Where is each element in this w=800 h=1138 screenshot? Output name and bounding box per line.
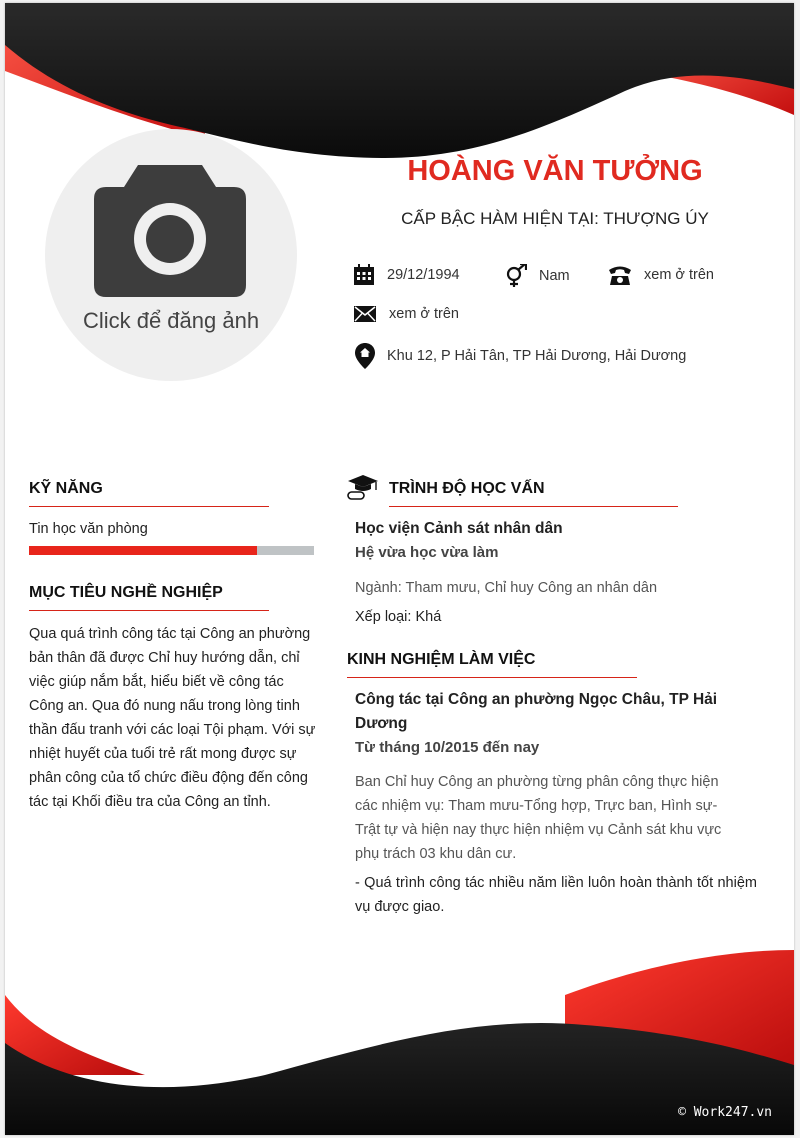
location-pin-icon	[354, 342, 376, 370]
gender-icon	[505, 264, 527, 288]
skill-level-bar	[29, 546, 314, 555]
address: Khu 12, P Hải Tân, TP Hải Dương, Hải Dương	[387, 348, 687, 364]
education-grade: Xếp loại: Khá	[355, 609, 442, 625]
skill-name: Tin học văn phòng	[29, 521, 148, 537]
experience-period: Từ tháng 10/2015 đến nay	[355, 739, 540, 756]
email-row	[353, 305, 459, 323]
education-major: Ngành: Tham mưu, Chỉ huy Công an nhân dân	[355, 580, 658, 596]
email: xem ở trên	[389, 306, 459, 322]
education-school: Học viện Cảnh sát nhân dân	[355, 520, 563, 537]
gender-row	[505, 264, 570, 288]
experience-description: Ban Chỉ huy Công an phường từng phân công thực hiện các nhiệm vụ: Tham mưu-Tổng hợp, Trực ban, Hình sự-Trật tự và hiện nay thực hiện nhiệm vụ Cảnh sát khu vực phụ trách 03 khu dân cư.	[355, 774, 722, 862]
avatar-upload[interactable]	[45, 129, 297, 381]
calendar-icon	[353, 264, 375, 286]
education-mode: Hệ vừa học vừa làm	[355, 544, 499, 561]
envelope-icon	[353, 305, 377, 323]
gender: Nam	[539, 268, 570, 284]
avatar-upload-label: Click để đăng ảnh	[82, 308, 260, 333]
phone-icon	[608, 264, 632, 286]
experience-heading: KINH NGHIỆM LÀM VIỆC	[347, 651, 637, 678]
objective-heading: MỤC TIÊU NGHỀ NGHIỆP	[29, 584, 269, 611]
skill-level-fill	[29, 546, 257, 555]
objective-text: Qua quá trình công tác tại Công an phường bản thân đã được Chỉ huy hướng dẫn, chỉ việc giúp nắm bắt, hiểu biết về công tác Công an. Qua đó nung nấu trong lòng tinh thần đấu tranh với các loại Tội phạm. Với sự nhiệt huyết của tuổi trẻ rất mong được sự phân công của tổ chức điều động đến công tác tại Khối điều tra của Công an tỉnh.	[29, 626, 316, 810]
candidate-name: HOÀNG VĂN TƯỞNG	[407, 155, 703, 187]
camera-icon	[94, 165, 246, 297]
skills-heading: KỸ NĂNG	[29, 480, 269, 507]
graduation-cap-icon	[346, 473, 380, 501]
watermark: © Work247.vn	[678, 1105, 772, 1120]
experience-note: - Quá trình công tác nhiều năm liền luôn hoàn thành tốt nhiệm vụ được giao.	[355, 875, 757, 915]
current-rank: CẤP BẬC HÀM HIỆN TẠI: THƯỢNG ÚY	[401, 209, 709, 228]
phone: xem ở trên	[644, 267, 714, 283]
birthdate: 29/12/1994	[387, 267, 460, 283]
phone-row	[608, 264, 714, 286]
cv-page	[5, 3, 794, 1135]
address-row	[354, 342, 686, 370]
birthdate-row	[353, 264, 460, 286]
footer-wave-decoration	[5, 925, 794, 1135]
education-heading: TRÌNH ĐỘ HỌC VẤN	[389, 480, 678, 507]
experience-position: Công tác tại Công an phường Ngọc Châu, TP Hải Dương	[355, 691, 718, 732]
